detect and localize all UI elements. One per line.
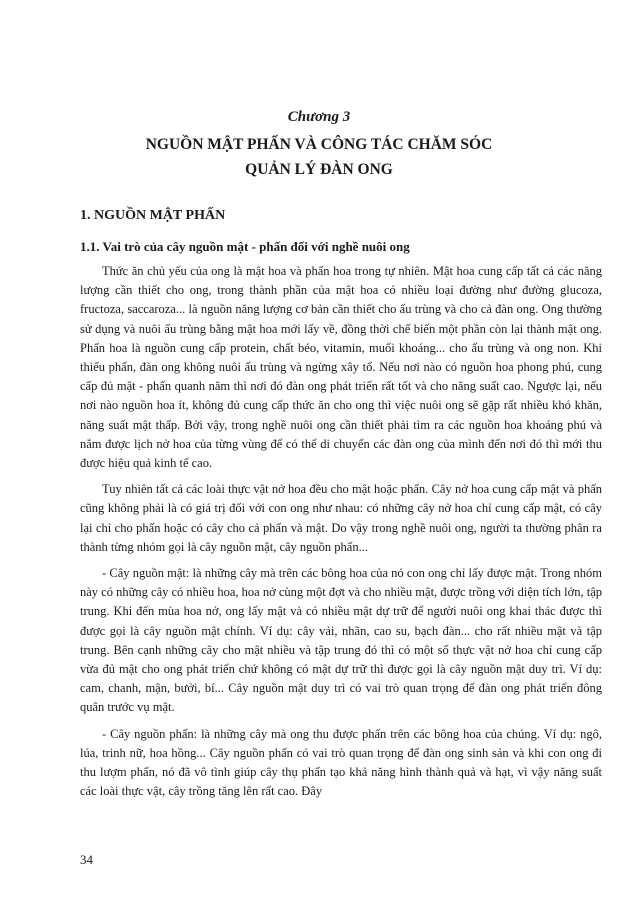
paragraph: - Cây nguồn mật: là những cây mà trên các bông hoa của nó con ong chỉ lấy được mật. Trong nhóm này có những cây có nhiều hoa, hoa nở cùng một đợt và cho nhiều mật, được trồng với diện tích lớn, tập trung. Khi đến mùa hoa nở, ong lấy mật và có nhiều mật dự trữ để người nuôi ong khai thác được thì được gọi là cây nguồn mật chính. Ví dụ: cây vải, nhãn, cao su, bạch đàn... cho rất nhiều mật và tập trung. Bên cạnh những cây cho mật nhiều và tập trung đó thì có một số thực vật nở hoa chỉ cung cấp vừa đủ mật cho ong phát triển chứ không có mật dự trữ thì được gọi là cây nguồn mật duy trì. Ví dụ: cam, chanh, mận, bưởi, bí... Cây nguồn mật duy trì có vai trò quan trọng để đàn ong phát triển đông quân trước vụ mật.: [80, 566, 602, 715]
paragraph: Thức ăn chủ yếu của ong là mật hoa và phấn hoa trong tự nhiên. Mật hoa cung cấp tất cả các năng lượng cần thiết cho ong, trong thành phần của mật hoa có nhiều loại đường như đường glucoza, fructoza, saccaroza... là nguồn năng lượng cơ bản cần thiết cho ấu trùng và cho cả đàn ong. Ong thường sử dụng và nuôi ấu trùng bằng mật hoa mới lấy về, đồng thời chế biến một phần còn lại thành mật ong. Phấn hoa là nguồn cung cấp protein, chất béo, vitamin, muối khoáng... cho ấu trùng và ong non. Khi thiếu phấn, đàn ong không nuôi ấu trùng và ngừng xây tổ. Nếu nơi nào có nguồn hoa phong phú, cung cấp đủ mật - phấn quanh năm thì nơi đó đàn ong phát triển rất tốt và cho năng suất cao. Ngược lại, nếu nơi nào nguồn hoa ít, không đủ cung cấp thức ăn cho ong thì việc nuôi ong sẽ gặp rất nhiều khó khăn, năng suất mật thấp. Bởi vậy, trong nghề nuôi ong cần thiết phải tìm ra các nguồn hoa khoáng phú và nắm được lịch nở hoa của từng vùng để có thể di chuyển các đàn ong của mình đến nơi đó thì mới thu được hiệu quả kinh tế cao.: [80, 264, 602, 471]
paragraph: Tuy nhiên tất cả các loài thực vật nở hoa đều cho mật hoặc phấn. Cây nở hoa cung cấp mật và phấn cũng không phải là có giá trị đối với con ong như nhau: có những cây nở hoa chỉ cung cấp mật, có cây lại chỉ cho phấn hoặc có cây cho cả phấn và mật. Do vậy trong nghề nuôi ong, người ta thường phân ra thành từng nhóm gọi là cây nguồn mật, cây nguồn phấn...: [80, 482, 602, 554]
subsection-heading: 1.1. Vai trò của cây nguồn mật - phấn đối với nghề nuôi ong: [80, 239, 410, 254]
page-number: 34: [80, 852, 93, 867]
chapter-title: [0, 132, 638, 182]
body-text: [80, 262, 602, 808]
chapter-label: Chương 3: [287, 109, 351, 125]
chapter-title-line-2: QUẢN LÝ ĐÀN ONG: [245, 161, 393, 178]
section-heading: 1. NGUỒN MẬT PHẤN: [80, 208, 226, 223]
paragraph: - Cây nguồn phấn: là những cây mà ong thu được phấn trên các bông hoa của chúng. Ví dụ: ngô, lúa, trinh nữ, hoa hồng... Cây nguồn phấn có vai trò quan trọng để đàn ong sinh sản và khi con ong đi thu lượm phấn, nó đã vô tình giúp cây thụ phấn tạo khả năng hình thành quả và hạt, vì vậy năng suất các loài thực vật, cây trồng tăng lên rất cao. Đây: [80, 726, 602, 799]
chapter-title-line-1: NGUỒN MẬT PHẤN VÀ CÔNG TÁC CHĂM SÓC: [145, 136, 493, 153]
